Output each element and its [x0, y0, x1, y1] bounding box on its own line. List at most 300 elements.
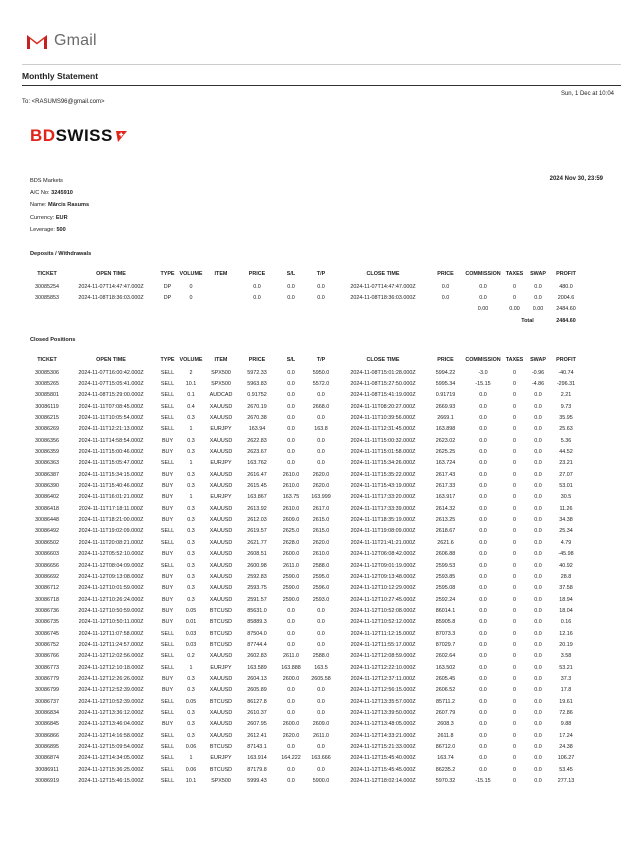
cell-open-time: 2024-11-12T05:52:10.000Z [78, 551, 144, 558]
email-subject: Monthly Statement [22, 71, 99, 81]
currency-row [30, 212, 89, 224]
cell-open-time: 2024-11-12T10:50:11.000Z [78, 619, 144, 626]
cell-close-time: 2024-11-11T15:43:19.000Z [350, 483, 416, 490]
cell-volume: 0.3 [187, 415, 195, 422]
currency-value: EUR [55, 214, 68, 221]
cell-open-time: 2024-11-12T14:34:05.000Z [78, 755, 144, 762]
cell-taxes: 0 [513, 607, 516, 614]
cell-sl: 2600.0 [282, 675, 300, 682]
cell-profit: 30.5 [560, 494, 572, 501]
cell-close-time: 2024-11-12T12:37:11.000Z [350, 675, 416, 682]
cell-item: EURJPY [210, 494, 232, 501]
cell-item: XAUUSD [209, 562, 233, 569]
cell-profit: 53.45 [559, 766, 573, 773]
cell-tp: 2615.0 [312, 517, 330, 524]
cell-commission: -15.15 [475, 778, 491, 785]
column-header-type: TYPE [160, 357, 175, 363]
cell-item: XAUUSD [209, 585, 233, 592]
cell-profit: 480.0 [559, 283, 573, 290]
cell-ticket: 30086874 [35, 755, 59, 762]
cell-taxes: 0 [513, 551, 516, 558]
cell-close-price: 85711.2 [435, 698, 456, 705]
cell-tp: 0.0 [317, 744, 325, 751]
cell-ticket: 30086402 [35, 494, 59, 501]
cell-open-time: 2024-11-08T15:29:00.000Z [78, 392, 144, 399]
cell-ticket: 30086119 [35, 403, 59, 410]
column-header-volume: VOLUME [179, 357, 203, 363]
cell-item: EURJPY [210, 460, 232, 467]
cell-volume: 0.3 [187, 675, 195, 682]
cell-item: XAUUSD [209, 483, 233, 490]
cell-volume: 1 [189, 460, 193, 467]
cell-close-time: 2024-11-12T15:45:45.000Z [350, 766, 416, 773]
cell-tp: 0.0 [317, 641, 325, 648]
cell-volume: 0.3 [187, 687, 195, 694]
cell-tp: 163.8 [314, 426, 328, 433]
cell-price: 87179.8 [247, 766, 267, 773]
cell-sl: 2620.0 [282, 732, 300, 739]
cell-item: EURJPY [210, 755, 232, 762]
column-header-close-time: CLOSE TIME [366, 357, 400, 363]
cell-close-time: 2024-11-12T10:27:45.000Z [350, 596, 416, 603]
cell-swap: 0.0 [534, 664, 542, 671]
cell-price: 2619.57 [247, 528, 267, 535]
cell-ticket: 30086387 [35, 471, 59, 478]
cell-ticket: 30086735 [35, 619, 59, 626]
cell-volume: 0.06 [185, 744, 197, 751]
cell-close-time: 2024-11-12T10:12:29.000Z [350, 585, 416, 592]
deposits-subtotal-row [30, 304, 581, 315]
cell-close-price: 5995.34 [435, 381, 456, 388]
logo-text-swiss: SWISS [55, 126, 113, 145]
cell-swap: 0.0 [534, 460, 542, 467]
cell-volume: 0.3 [187, 551, 195, 558]
table-row [30, 673, 581, 684]
cell-sl: 0.0 [287, 403, 295, 410]
account-number-row [30, 187, 89, 199]
cell-open-time: 2024-11-12T15:46:15.000Z [78, 778, 144, 785]
cell-taxes: 0 [513, 295, 516, 302]
cell-open-time: 2024-11-07T16:00:42.000Z [78, 369, 144, 376]
cell-tp: 0.0 [317, 283, 325, 290]
column-header-sl: S/L [286, 357, 296, 363]
cell-profit: 37.58 [559, 585, 573, 592]
cell-item: XAUUSD [209, 528, 233, 535]
cell-price: 2591.57 [247, 596, 267, 603]
cell-tp: 2620.0 [312, 471, 330, 478]
cell-sl: 2600.0 [282, 721, 300, 728]
cell-item: XAUUSD [209, 539, 233, 546]
cell-close-price: 2617.43 [435, 471, 456, 478]
cell-type: BUY [161, 596, 174, 603]
cell-commission: 0.0 [479, 505, 487, 512]
cell-tp: 2588.0 [312, 653, 330, 660]
cell-open-time: 2024-11-11T12:21:13.000Z [78, 426, 144, 433]
cell-item: XAUUSD [209, 415, 233, 422]
cell-swap: 0.0 [534, 675, 542, 682]
cell-profit: 23.21 [559, 460, 573, 467]
cell-close-time: 2024-11-12T13:39:50.000Z [350, 709, 416, 716]
cell-price: 0.91752 [247, 392, 267, 399]
cell-ticket: 30086492 [35, 528, 59, 535]
cell-item: EURJPY [210, 664, 232, 671]
cell-profit: -40.74 [558, 369, 574, 376]
cell-volume: 0.3 [187, 471, 195, 478]
cell-taxes: 0 [513, 426, 516, 433]
cell-close-price: 0.91719 [435, 392, 456, 399]
cell-volume: 0 [189, 283, 193, 290]
account-name-label: Name: [30, 202, 49, 209]
cell-close-time: 2024-11-12T15:21:33.000Z [350, 744, 416, 751]
cell-swap: 0.0 [534, 528, 542, 535]
cell-close-price: 163.898 [435, 426, 456, 433]
cell-item: SPX500 [211, 381, 231, 388]
cell-swap: 0.0 [534, 392, 542, 399]
cell-close-price: 2606.52 [435, 687, 456, 694]
cell-commission: 0.0 [479, 721, 487, 728]
cell-profit: 18.94 [559, 596, 573, 603]
cell-commission: 0.0 [479, 295, 487, 302]
cell-commission: 0.0 [479, 392, 487, 399]
cell-taxes: 0 [513, 381, 516, 388]
subtotal-commission: 0.00 [477, 306, 489, 313]
cell-close-time: 2024-11-11T15:00:32.000Z [350, 437, 416, 444]
cell-commission: 0.0 [479, 415, 487, 422]
cell-type: BUY [161, 483, 174, 490]
cell-volume: 0.3 [187, 528, 195, 535]
cell-ticket: 30086692 [35, 573, 59, 580]
leverage-row [30, 224, 89, 236]
cell-sl: 2590.0 [282, 585, 300, 592]
cell-open-time: 2024-11-08T18:36:03.000Z [78, 295, 144, 302]
cell-type: SELL [160, 766, 175, 773]
cell-sl: 0.0 [287, 295, 295, 302]
cell-item: XAUUSD [209, 596, 233, 603]
cell-close-price: 87029.7 [435, 641, 456, 648]
cell-volume: 0 [189, 295, 193, 302]
cell-taxes: 0 [513, 744, 516, 751]
cell-close-price: 2614.32 [435, 505, 456, 512]
cell-commission: -15.15 [475, 381, 491, 388]
cell-sl: 163.75 [282, 494, 300, 501]
cell-price: 2616.47 [247, 471, 267, 478]
cell-tp: 0.0 [317, 460, 325, 467]
cell-volume: 0.3 [187, 573, 195, 580]
cell-volume: 10.1 [185, 778, 197, 785]
cell-close-price: 163.502 [435, 664, 456, 671]
cell-tp: 163.666 [311, 755, 331, 762]
table-row [30, 639, 581, 650]
table-row [30, 480, 581, 491]
cell-price: 85889.3 [247, 619, 267, 626]
cell-item: XAUUSD [209, 653, 233, 660]
cell-ticket: 30086911 [35, 766, 59, 773]
cell-taxes: 0 [513, 449, 516, 456]
cell-ticket: 30086363 [35, 460, 59, 467]
cell-open-time: 2024-11-11T15:00:46.000Z [78, 449, 144, 456]
cell-commission: 0.0 [479, 528, 487, 535]
account-name-row [30, 199, 89, 211]
cell-price: 2623.67 [247, 449, 267, 456]
cell-type: BUY [161, 675, 174, 682]
cell-open-time: 2024-11-11T19:02:09.000Z [78, 528, 144, 535]
cell-type: SELL [160, 664, 175, 671]
cell-taxes: 0 [513, 641, 516, 648]
cell-sl: 0.0 [287, 641, 295, 648]
cell-swap: 0.0 [534, 562, 542, 569]
cell-close-time: 2024-11-07T14:47:47.000Z [350, 283, 416, 290]
cell-commission: 0.0 [479, 539, 487, 546]
cell-commission: 0.0 [479, 471, 487, 478]
cell-volume: 0.03 [185, 630, 197, 637]
cell-profit: 9.73 [560, 403, 572, 410]
cell-item: XAUUSD [209, 573, 233, 580]
column-header-price: PRICE [248, 357, 266, 363]
cell-profit: 11.26 [559, 505, 573, 512]
cell-commission: 0.0 [479, 675, 487, 682]
table-row [30, 560, 581, 571]
cell-ticket: 30086752 [35, 641, 59, 648]
column-header-ticket: TICKET [37, 271, 57, 277]
cell-sl: 0.0 [287, 381, 295, 388]
cell-commission: 0.0 [479, 698, 487, 705]
cell-type: SELL [160, 392, 175, 399]
cell-ticket: 30086418 [35, 505, 59, 512]
cell-taxes: 0 [513, 573, 516, 580]
cell-commission: 0.0 [479, 449, 487, 456]
cell-close-time: 2024-11-08T15:41:19.000Z [350, 392, 416, 399]
cell-ticket: 30086866 [35, 732, 59, 739]
table-row [30, 662, 581, 673]
cell-close-time: 2024-11-08T18:36:03.000Z [350, 295, 416, 302]
cell-open-time: 2024-11-12T13:46:04.000Z [78, 721, 144, 728]
cell-close-time: 2024-11-11T17:33:20.000Z [350, 494, 416, 501]
cell-tp: 2605.58 [311, 675, 331, 682]
cell-item: XAUUSD [209, 675, 233, 682]
cell-item: XAUUSD [209, 437, 233, 444]
cell-swap: 0.0 [534, 483, 542, 490]
cell-price: 163.589 [247, 664, 267, 671]
column-header-open-time: OPEN TIME [96, 271, 126, 277]
account-info [30, 175, 89, 236]
cell-ticket: 30086502 [35, 539, 59, 546]
cell-sl: 2610.0 [282, 471, 300, 478]
cell-ticket: 30086390 [35, 483, 59, 490]
cell-ticket: 30085853 [35, 295, 59, 302]
cell-swap: 0.0 [534, 709, 542, 716]
cell-close-time: 2024-11-12T06:08:42.000Z [350, 551, 416, 558]
cell-close-price: 5994.22 [435, 369, 456, 376]
cell-taxes: 0 [513, 437, 516, 444]
cell-commission: 0.0 [479, 664, 487, 671]
cell-ticket: 30086656 [35, 562, 59, 569]
cell-type: BUY [161, 437, 174, 444]
cell-close-price: 2605.45 [435, 675, 456, 682]
cell-type: SELL [160, 709, 175, 716]
cell-close-time: 2024-11-12T18:02:14.000Z [350, 778, 416, 785]
cell-sl: 2609.0 [282, 517, 300, 524]
leverage-value: 500 [56, 226, 66, 233]
column-header-tp: T/P [316, 357, 326, 363]
cell-open-time: 2024-11-11T07:08:45.000Z [78, 403, 144, 410]
cell-ticket: 30086603 [35, 551, 59, 558]
cell-swap: 0.0 [534, 778, 542, 785]
table-row [30, 741, 581, 752]
table-row [30, 503, 581, 514]
cell-close-time: 2024-11-11T15:35:22.000Z [350, 471, 416, 478]
cell-tp: 2615.0 [312, 528, 330, 535]
cell-item: XAUUSD [209, 721, 233, 728]
cell-price: 2600.98 [247, 562, 267, 569]
cell-taxes: 0 [513, 517, 516, 524]
cell-taxes: 0 [513, 392, 516, 399]
column-header-taxes: TAXES [505, 357, 524, 363]
closed-header-row [30, 353, 581, 367]
table-row [30, 549, 581, 560]
cell-price: 2670.19 [247, 403, 267, 410]
cell-sl: 0.0 [287, 415, 295, 422]
cell-swap: 0.0 [534, 585, 542, 592]
cell-sl: 2590.0 [282, 573, 300, 580]
cell-ticket: 30086359 [35, 449, 59, 456]
table-row [30, 685, 581, 696]
cell-type: SELL [160, 460, 175, 467]
cell-ticket: 30086718 [35, 596, 59, 603]
cell-swap: 0.0 [534, 539, 542, 546]
account-number: 3245910 [51, 190, 73, 197]
cell-item: SPX500 [211, 778, 231, 785]
cell-item: XAUUSD [209, 449, 233, 456]
cell-sl: 0.0 [287, 778, 295, 785]
cell-commission: 0.0 [479, 494, 487, 501]
cell-taxes: 0 [513, 471, 516, 478]
table-row [30, 617, 581, 628]
cell-close-price: 0.0 [441, 283, 450, 290]
cell-open-time: 2024-11-12T15:09:54.000Z [78, 744, 144, 751]
column-header-close-price: PRICE [437, 271, 454, 277]
cell-taxes: 0 [513, 687, 516, 694]
cell-close-price: 2669.93 [435, 403, 456, 410]
cell-ticket: 30085265 [35, 381, 59, 388]
cell-close-time: 2024-11-11T19:08:09.000Z [350, 528, 416, 535]
cell-profit: 12.16 [559, 630, 573, 637]
cell-type: BUY [161, 721, 174, 728]
cell-profit: 0.16 [560, 619, 572, 626]
cell-sl: 2610.0 [282, 505, 300, 512]
cell-commission: 0.0 [479, 551, 487, 558]
cell-price: 0.0 [253, 283, 261, 290]
cell-sl: 0.0 [287, 449, 295, 456]
cell-profit: 37.3 [560, 675, 572, 682]
cell-open-time: 2024-11-11T18:21:00.000Z [78, 517, 144, 524]
cell-ticket: 30085306 [35, 369, 59, 376]
cell-commission: 0.0 [479, 426, 487, 433]
email-recipient: To: <RASUMS96@gmail.com> [22, 99, 105, 105]
cell-swap: 0.0 [534, 687, 542, 694]
cell-taxes: 0 [513, 585, 516, 592]
cell-ticket: 30085254 [35, 283, 59, 290]
cell-taxes: 0 [513, 403, 516, 410]
cell-type: BUY [161, 551, 174, 558]
table-row [30, 367, 581, 378]
cell-tp: 0.0 [317, 392, 325, 399]
cell-taxes: 0 [513, 369, 516, 376]
cell-item: XAUUSD [209, 403, 233, 410]
cell-taxes: 0 [513, 483, 516, 490]
cell-close-price: 2595.08 [435, 585, 456, 592]
cell-open-time: 2024-11-11T16:01:21.000Z [78, 494, 144, 501]
cell-close-time: 2024-11-12T09:13:48.000Z [350, 573, 416, 580]
cell-profit: -296.31 [556, 381, 576, 388]
cell-volume: 0.01 [185, 619, 197, 626]
cell-profit: 3.58 [560, 653, 572, 660]
cell-commission: 0.0 [479, 619, 487, 626]
cell-close-price: 2607.79 [435, 709, 456, 716]
cell-close-time: 2024-11-11T18:35:19.000Z [350, 517, 416, 524]
cell-taxes: 0 [513, 528, 516, 535]
cell-close-price: 86014.1 [435, 607, 456, 614]
cell-item: BTCUSD [209, 630, 233, 637]
cell-profit: 25.34 [559, 528, 573, 535]
table-row [30, 378, 581, 389]
table-row [30, 583, 581, 594]
cell-item: BTCUSD [209, 698, 233, 705]
cell-ticket: 30085801 [35, 392, 59, 399]
cell-swap: 0.0 [534, 449, 542, 456]
cell-taxes: 0 [513, 766, 516, 773]
table-row [30, 292, 581, 303]
cell-close-price: 0.0 [441, 295, 450, 302]
cell-swap: 0.0 [534, 517, 542, 524]
cell-close-time: 2024-11-12T12:08:59.000Z [350, 653, 416, 660]
cell-volume: 1 [189, 755, 193, 762]
cell-close-time: 2024-11-11T21:41:21.000Z [350, 539, 416, 546]
column-header-open-time: OPEN TIME [96, 357, 126, 363]
cell-volume: 1 [189, 494, 193, 501]
cell-swap: 0.0 [534, 607, 542, 614]
cell-item: BTCUSD [209, 619, 233, 626]
cell-commission: 0.0 [479, 562, 487, 569]
cell-close-time: 2024-11-12T12:56:15.000Z [350, 687, 416, 694]
cell-open-time: 2024-11-12T09:13:08.000Z [78, 573, 144, 580]
subtotal-swap: 0.00 [532, 306, 544, 313]
cell-open-time: 2024-11-12T12:26:26.000Z [78, 675, 144, 682]
cell-profit: -45.98 [558, 551, 574, 558]
cell-close-time: 2024-11-12T12:22:10.000Z [350, 664, 416, 671]
cell-volume: 0.1 [187, 392, 195, 399]
cell-profit: 4.79 [560, 539, 572, 546]
column-header-taxes: TAXES [505, 271, 524, 277]
cell-sl: 0.0 [287, 437, 295, 444]
cell-type: SELL [160, 415, 175, 422]
cell-volume: 0.3 [187, 483, 195, 490]
column-header-profit: PROFIT [556, 271, 576, 277]
cell-taxes: 0 [513, 415, 516, 422]
cell-commission: 0.0 [479, 573, 487, 580]
cell-swap: 0.0 [534, 403, 542, 410]
total-value: 2484.60 [556, 317, 576, 324]
cell-close-price: 2599.53 [435, 562, 456, 569]
table-row [30, 492, 581, 503]
cell-profit: 18.04 [559, 607, 573, 614]
closed-positions-title: Closed Positions [30, 337, 76, 343]
cell-open-time: 2024-11-11T15:40:46.000Z [78, 483, 144, 490]
cell-volume: 0.3 [187, 709, 195, 716]
column-header-commission: COMMISSION [465, 271, 501, 277]
cell-item: XAUUSD [209, 551, 233, 558]
cell-type: BUY [161, 494, 174, 501]
cell-sl: 0.0 [287, 698, 295, 705]
